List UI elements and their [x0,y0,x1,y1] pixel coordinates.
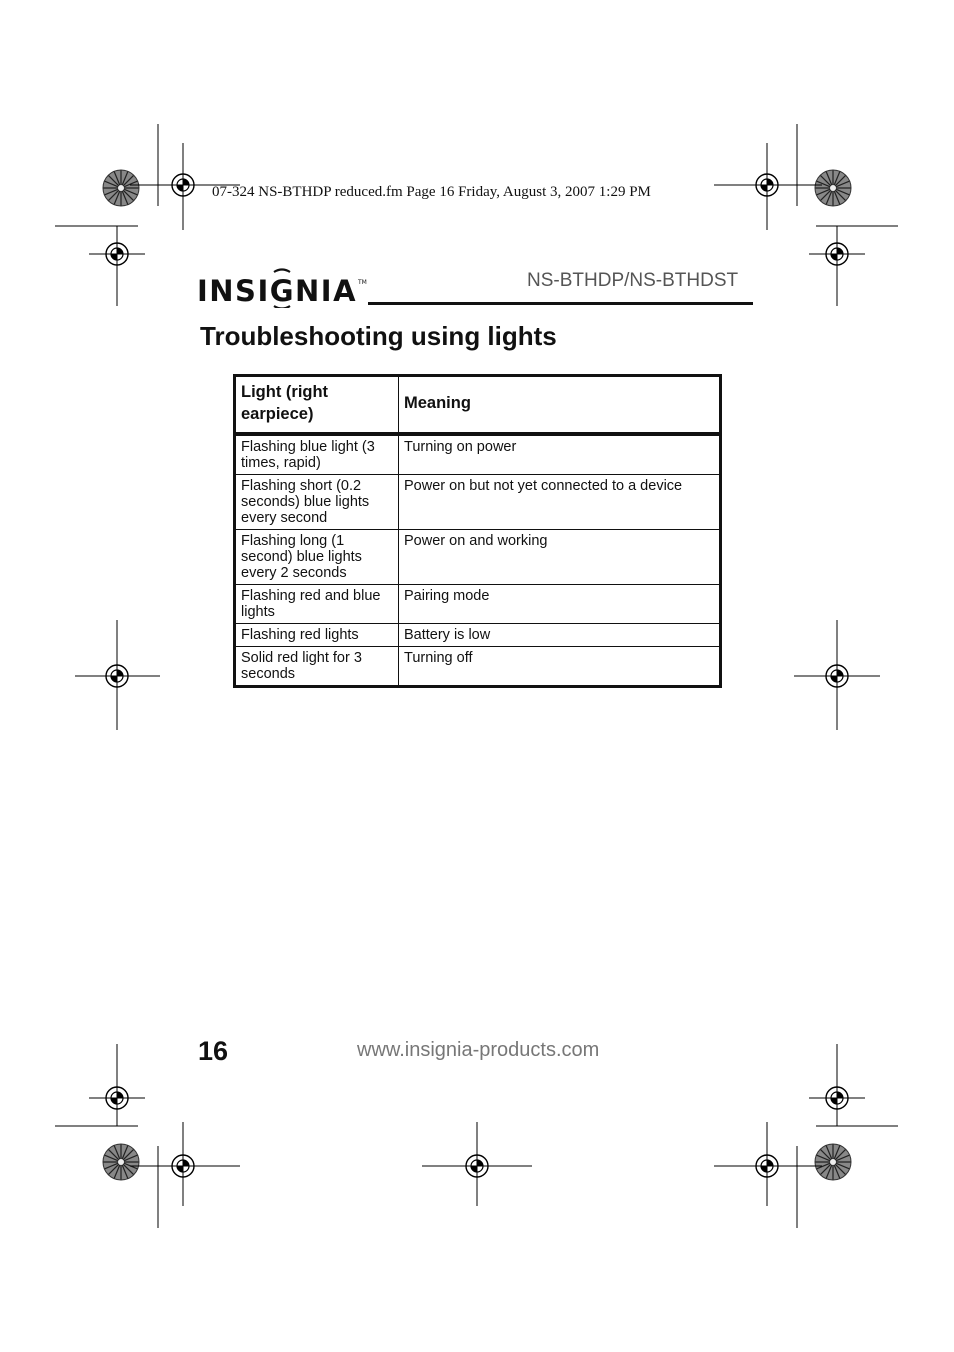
table-header-row [235,376,721,435]
meaning-cell: Power on and working [399,530,721,585]
light-cell: Flashing short (0.2 seconds) blue lights every second [235,475,399,530]
page-title: Troubleshooting using lights [200,321,557,351]
light-cell: Flashing long (1 second) blue lights every 2 seconds [235,530,399,585]
light-cell: Flashing red and blue lights [235,585,399,624]
light-cell: Solid red light for 3 seconds [235,647,399,687]
meaning-cell: Turning on power [399,434,721,475]
light-cell: Flashing red lights [235,624,399,647]
lights-table [233,374,722,688]
table-row [235,624,721,647]
insignia-logo [197,268,367,308]
meaning-cell: Battery is low [399,624,721,647]
svg-text:TM: TM [358,279,367,286]
meaning-cell: Turning off [399,647,721,687]
meaning-cell: Power on but not yet connected to a device [399,475,721,530]
column-header-light: Light (right earpiece) [235,376,399,435]
column-header-meaning: Meaning [399,376,721,435]
footer-url: www.insignia-products.com [357,1039,600,1061]
table-row [235,475,721,530]
light-cell: Flashing blue light (3 times, rapid) [235,434,399,475]
svg-text:INSIGNIA: INSIGNIA [197,274,358,308]
header-rule [368,302,753,305]
table-row [235,530,721,585]
table-row [235,434,721,475]
table-row [235,647,721,687]
meaning-cell: Pairing mode [399,585,721,624]
page-number: 16 [198,1036,229,1066]
table-row [235,585,721,624]
model-number: NS-BTHDP/NS-BTHDST [527,270,739,291]
print-slug-line: 07-324 NS-BTHDP reduced.fm Page 16 Friday, August 3, 2007 1:29 PM [212,184,651,200]
